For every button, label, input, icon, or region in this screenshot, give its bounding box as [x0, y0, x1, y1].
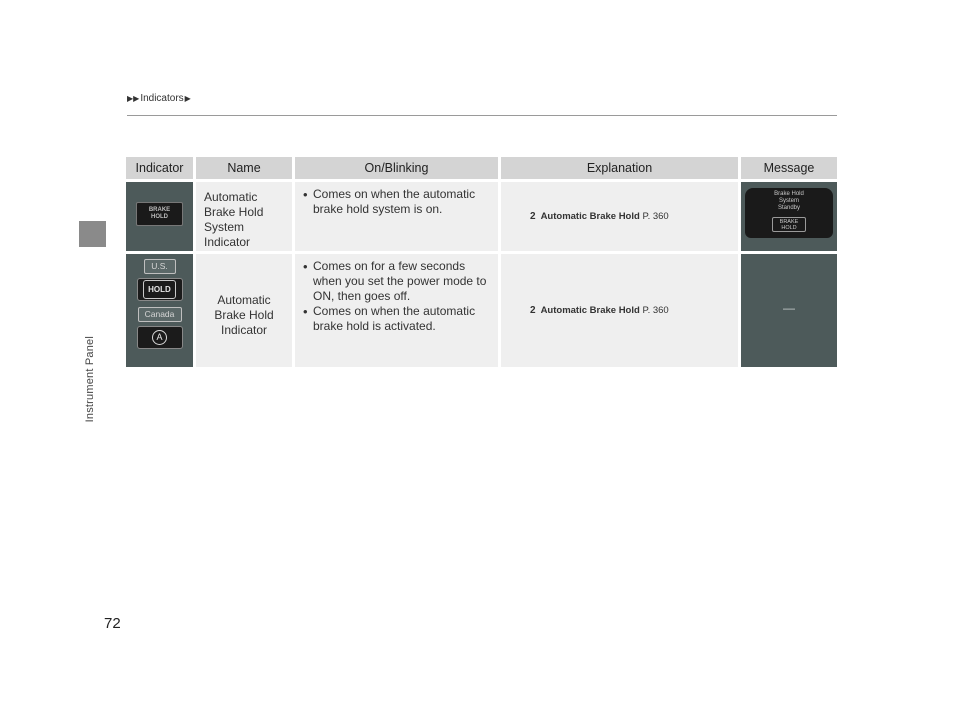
name-cell: [193, 179, 292, 251]
on-blinking-item: • Comes on when the automatic brake hold is activated.: [313, 304, 493, 334]
message-line: HOLD: [781, 224, 797, 231]
reference-arrow-icon: 2: [530, 211, 536, 222]
breadcrumb-arrow-icon: ▶: [184, 94, 191, 103]
cross-reference[interactable]: [502, 255, 737, 366]
column-header-indicator: Indicator: [126, 157, 193, 179]
no-message-dash: —: [783, 301, 795, 315]
column-header-message: Message: [738, 157, 837, 179]
indicator-icon-text: HOLD: [151, 214, 168, 220]
indicator-icon-text: HOLD: [143, 280, 176, 299]
cross-reference[interactable]: [502, 183, 737, 250]
region-label-canada: Canada: [138, 307, 182, 322]
hold-indicator-icon: [137, 278, 183, 301]
message-line: Brake Hold: [774, 191, 804, 197]
on-blinking-item: • Comes on when the automatic brake hold system is on.: [313, 187, 493, 217]
indicator-cell: [126, 251, 193, 367]
reference-page[interactable]: P. 360: [642, 211, 669, 222]
indicator-name: Automatic Brake Hold System Indicator: [204, 190, 264, 249]
explanation-cell: [498, 251, 738, 367]
indicators-table: [126, 157, 837, 367]
message-cell: [738, 251, 837, 367]
breadcrumb-section[interactable]: Indicators: [140, 93, 184, 104]
message-line: BRAKE: [779, 218, 799, 225]
message-line: Standby: [777, 205, 801, 211]
on-blinking-cell: [292, 179, 498, 251]
section-tab-marker: [79, 221, 106, 247]
message-cell: [738, 179, 837, 251]
reference-title[interactable]: Automatic Brake Hold: [540, 305, 640, 316]
header-rule: [127, 115, 837, 116]
reference-arrow-icon: 2: [530, 305, 536, 316]
indicator-name: Automatic Brake Hold Indicator: [214, 293, 274, 337]
page-number: 72: [104, 615, 121, 632]
section-side-label: Instrument Panel: [84, 336, 96, 423]
on-blinking-item: • Comes on for a few seconds when you set the power mode to ON, then goes off.: [313, 259, 493, 304]
breadcrumb-arrow-icon: ▶▶: [127, 94, 140, 103]
table-row: [126, 251, 837, 367]
column-header-on-blinking: On/Blinking: [292, 157, 498, 179]
brake-hold-system-indicator-icon: [136, 202, 183, 226]
brake-hold-mini-icon: [772, 217, 806, 232]
reference-page[interactable]: P. 360: [642, 305, 669, 316]
indicator-cell: [126, 179, 193, 251]
on-blinking-cell: [292, 251, 498, 367]
column-header-name: Name: [193, 157, 292, 179]
table-row: [126, 179, 837, 251]
auto-hold-a-indicator-icon: [137, 326, 183, 349]
message-line: System: [778, 198, 799, 204]
breadcrumb: [127, 93, 191, 104]
indicator-icon-text: A: [152, 330, 167, 345]
column-header-explanation: Explanation: [498, 157, 738, 179]
explanation-cell: [498, 179, 738, 251]
region-label-us: U.S.: [144, 259, 176, 274]
indicator-icon-text: BRAKE: [148, 207, 171, 213]
name-cell: [193, 251, 292, 367]
reference-title[interactable]: Automatic Brake Hold: [540, 211, 640, 222]
brake-hold-standby-message-icon: [745, 188, 833, 238]
